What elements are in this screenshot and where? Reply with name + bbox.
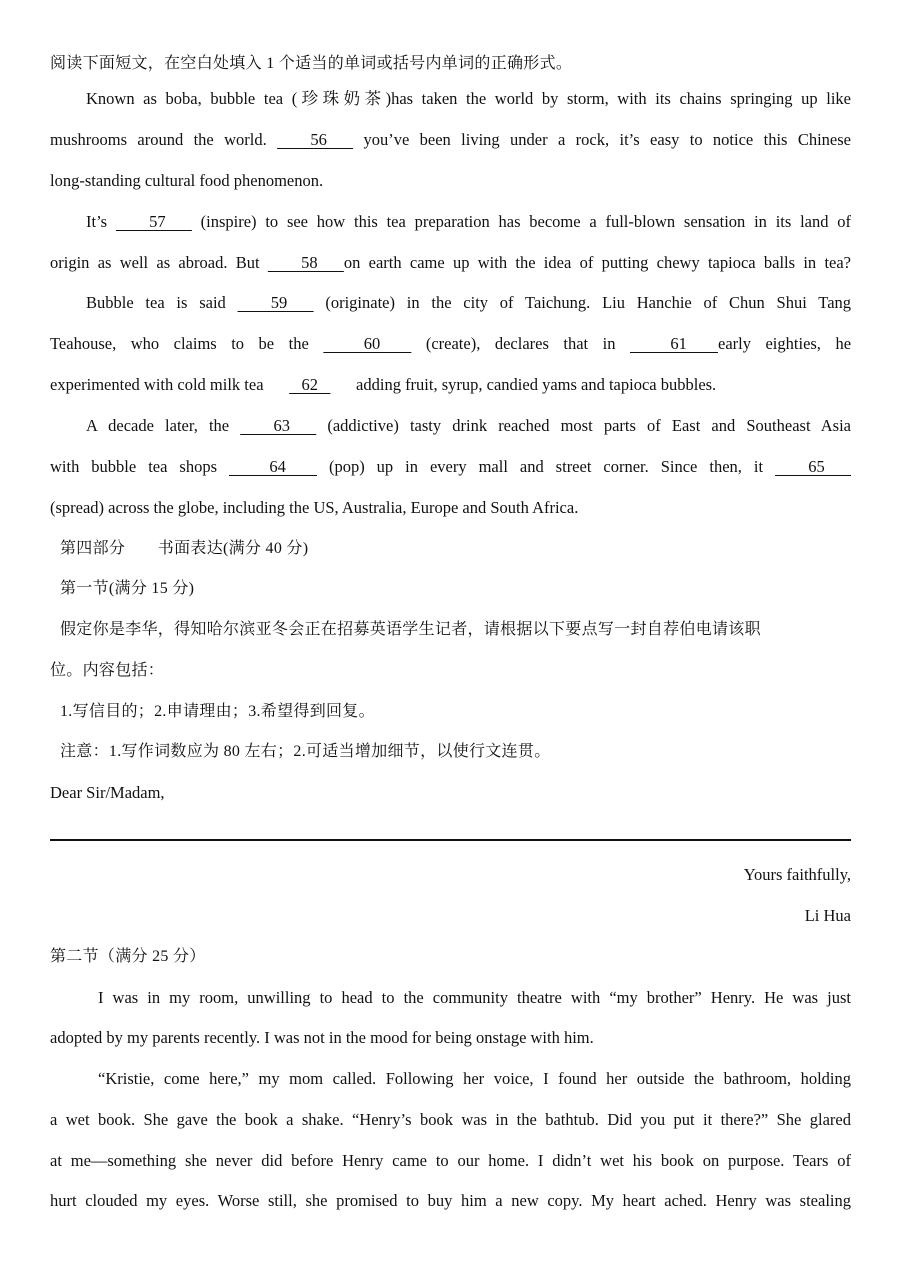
story-line: a wet book. She gave the book a shake. “Henry’s book was in the bathtub. Did you put it there?” She glared — [50, 1110, 851, 1129]
text: (inspire) to see how this tea preparation has become a full-blown sensation in its land of — [200, 212, 851, 231]
blank-58[interactable]: 58 — [267, 253, 344, 272]
text: early eighties, he — [718, 334, 852, 353]
passage-p4-line3: (spread) across the globe, including the US, Australia, Europe and South Africa. — [50, 498, 579, 517]
text: (pop) up in every mall and street corner. Since then, it — [328, 457, 764, 476]
text: on earth came up with the idea of putting chewy tapioca balls in tea? — [343, 253, 851, 272]
text: Teahouse, who claims to be the — [50, 334, 309, 353]
text: with bubble tea shops — [50, 457, 217, 476]
letter-signature: Li Hua — [804, 906, 851, 925]
story-line: at me—something she never did before Henry came to our home. I didn’t wet his book on purpose. Tears of — [50, 1151, 851, 1170]
writing-points: 1.写信目的；2.申请理由；3.希望得到回复。 — [60, 703, 375, 720]
passage-p2-line2 — [50, 252, 851, 274]
blank-61[interactable]: 61 — [630, 334, 718, 353]
text: origin as well as abroad. But — [50, 253, 260, 272]
text: experimented with cold milk tea — [50, 375, 264, 394]
letter-salutation: Dear Sir/Madam, — [50, 783, 165, 802]
part-four-title: 第四部分 书面表达(满分 40 分) — [60, 540, 309, 557]
passage-p4-line1 — [50, 415, 851, 437]
blank-59[interactable]: 59 — [237, 293, 314, 312]
passage-p1-line3: long-standing cultural food phenomenon. — [50, 171, 324, 190]
text: mushrooms around the world. — [50, 130, 267, 149]
blank-63[interactable]: 63 — [240, 416, 317, 435]
story-line: adopted by my parents recently. I was not in the mood for being onstage with him. — [50, 1028, 594, 1047]
section-one-title: 第一节(满分 15 分) — [60, 580, 195, 597]
section-two-title: 第二节（满分 25 分） — [50, 948, 206, 965]
story-line: I was in my room, unwilling to head to the community theatre with “my brother” Henry. He was just — [98, 988, 851, 1007]
blank-57[interactable]: 57 — [115, 212, 192, 231]
passage-p4-line2 — [50, 456, 851, 478]
blank-60[interactable]: 60 — [323, 334, 412, 353]
writing-prompt-line2: 位。内容包括： — [50, 662, 165, 679]
passage-p3-line2 — [50, 333, 851, 355]
text: (create), declares that in — [425, 334, 616, 353]
blank-56[interactable]: 56 — [277, 130, 354, 149]
text: Bubble tea is said — [86, 293, 226, 312]
letter-closing: Yours faithfully, — [743, 865, 851, 884]
blank-65[interactable]: 65 — [775, 457, 852, 476]
writing-answer-line[interactable] — [50, 839, 851, 841]
writing-prompt-line1: 假定你是李华，得知哈尔滨亚冬会正在招募英语学生记者，请根据以下要点写一封自荐伯电请该职 — [60, 621, 761, 638]
text: A decade later, the — [86, 416, 230, 435]
story-line: hurt clouded my eyes. Worse still, she promised to buy him a new copy. My heart ached. Henry was stealing — [50, 1191, 851, 1210]
passage-p1-line2 — [50, 129, 851, 151]
text: adding fruit, syrup, candied yams and tapioca bubbles. — [356, 375, 717, 394]
blank-62[interactable]: 62 — [289, 375, 331, 394]
writing-notes: 注意：1.写作词数应为 80 左右；2.可适当增加细节，以使行文连贯。 — [60, 743, 551, 760]
story-line: “Kristie, come here,” my mom called. Following her voice, I found her outside the bathroom, holding — [98, 1069, 851, 1088]
text: you’ve been living under a rock, it’s easy to notice this Chinese — [363, 130, 851, 149]
passage-p3-line3 — [50, 374, 851, 396]
text: (originate) in the city of Taichung. Liu Hanchie of Chun Shui Tang — [325, 293, 852, 312]
passage-p1-line1: Known as boba, bubble tea (珍珠奶茶)has taken the world by storm, with its chains springing up like — [86, 89, 851, 108]
text: It’s — [86, 212, 108, 231]
passage-p2-line1 — [50, 211, 851, 233]
blank-64[interactable]: 64 — [228, 457, 317, 476]
instruction-text: 阅读下面短文，在空白处填入 1 个适当的单词或括号内单词的正确形式。 — [50, 55, 573, 72]
text: (addictive) tasty drink reached most parts of East and Southeast Asia — [327, 416, 851, 435]
passage-p3-line1 — [50, 292, 851, 314]
